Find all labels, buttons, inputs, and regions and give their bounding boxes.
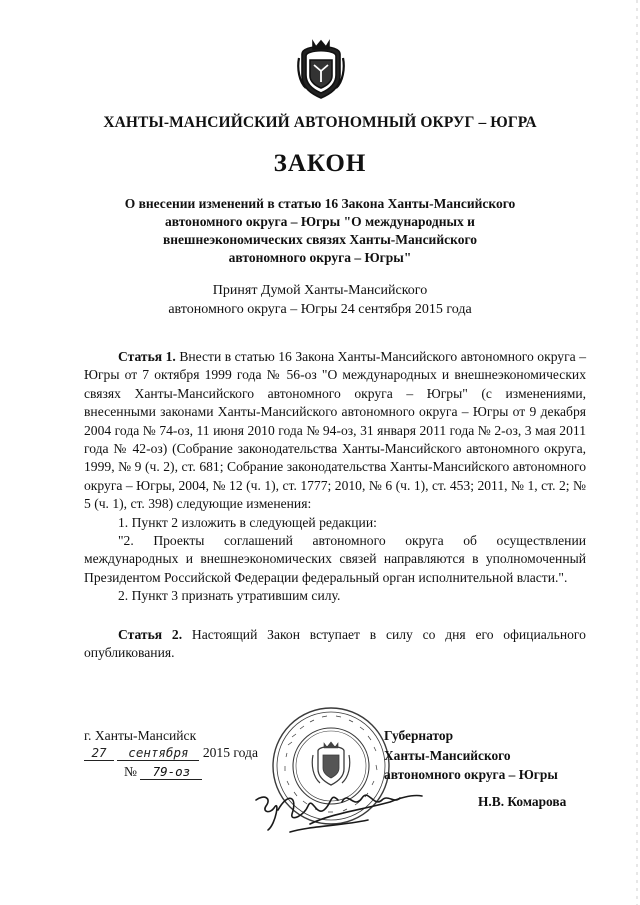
signature-icon (250, 780, 430, 842)
region-title: ХАНТЫ-МАНСИЙСКИЙ АВТОНОМНЫЙ ОКРУГ – ЮГРА (103, 114, 537, 131)
coat-of-arms-icon (296, 38, 346, 100)
governor-line: автономного округа – Югры (384, 767, 558, 782)
article-1-item-1-quote: "2. Проекты соглашений автономного округа об осуществлении международных и внешнеэкономических связей направляются в уполномоченный Президентом Российской Федерации федеральный орган исполнительной власти.". (84, 533, 586, 585)
page-edge (636, 0, 638, 905)
subject-line: О внесении изменений в статью 16 Закона Ханты-Мансийского (124, 196, 516, 211)
governor-line: Ханты-Мансийского (384, 747, 511, 763)
date-year: 2015 года (202, 745, 258, 760)
law-number (124, 764, 202, 780)
governor-line: Губернатор (384, 728, 454, 743)
article-1-item-2: 2. Пункт 3 признать утратившим силу. (118, 588, 341, 604)
article-2 (84, 626, 586, 663)
article-title: Статья 1. (118, 349, 176, 364)
governor-name: Н.В. Комарова (478, 794, 567, 809)
adoption-line: автономного округа – Югры 24 сентября 2015 года (168, 302, 472, 317)
signing-place: г. Ханты-Мансийск (84, 728, 197, 743)
article-1 (84, 348, 586, 514)
signing-date (84, 745, 258, 761)
adoption-line: Принят Думой Ханты-Мансийского (212, 283, 428, 298)
number-prefix: № (124, 764, 137, 779)
subject-line: автономного округа – Югры "О международных и (165, 214, 475, 229)
document-type: ЗАКОН (273, 150, 367, 177)
article-text: Настоящий Закон вступает в силу со дня его официального опубликования. (84, 626, 586, 661)
subject-line: автономного округа – Югры" (228, 250, 412, 265)
law-body (84, 348, 586, 663)
article-title: Статья 2. (118, 626, 183, 642)
date-month: сентября (128, 745, 189, 760)
article-text: Внести в статью 16 Закона Ханты-Мансийского автономного округа – Югры от 7 октября 1999 года № 56-оз "О международных и внешнеэкономических связях Ханты-Мансийского автономного округа – Югры" (с изменениями, внесенными законами Ханты-Мансийского автономного округа – Югры от 9 декабря 2004 года № 74-оз, 11 июня 2010 года № 94-оз, 31 января 2011 года № 2-оз, 3 мая 2011 года № 42-оз) (Собрание законодательства Ханты-Мансийского автономного округа, 1999, № 9 (ч. 2), ст. 681; Собрание законодательства Ханты-Мансийского автономного округа – Югры, 2004, № 12 (ч. 1), ст. 1777; 2010, № 6 (ч. 1), ст. 453; 2011, № 1, ст. 2; № 5 (ч. 1), ст. 398) следующие изменения: (84, 349, 586, 512)
article-1-item-1: 1. Пункт 2 изложить в следующей редакции: (118, 514, 377, 530)
date-day: 27 (91, 745, 107, 760)
adoption-note (110, 281, 530, 319)
subject-line: внешнеэкономических связях Ханты-Мансийского (162, 232, 477, 247)
governor-title (384, 726, 558, 785)
law-subject (110, 195, 530, 267)
number-value: 79-оз (152, 764, 191, 779)
